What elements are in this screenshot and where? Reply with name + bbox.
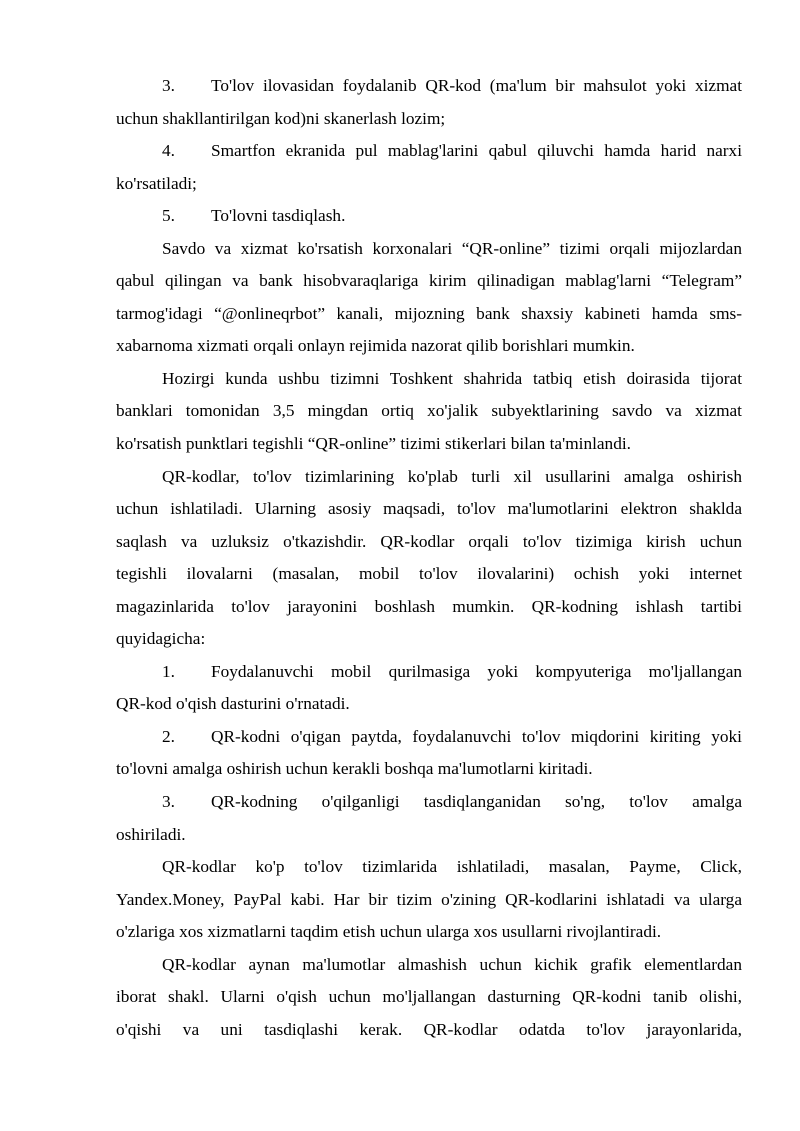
text-line: ko'rsatiladi; — [116, 173, 197, 193]
list-item — [116, 721, 742, 754]
document-body — [116, 70, 742, 1046]
paragraph-first-line: QR-kodlar aynan ma'lumotlar almashish uchun kichik grafik elementlardan — [162, 954, 742, 974]
text-line: xabarnoma xizmati orqali onlayn rejimida nazorat qilib borishlari mumkin. — [116, 336, 635, 356]
list-number: 4. — [162, 141, 175, 161]
text-line: tarmog'idagi “@onlineqrbot” kanali, mijozning bank shaxsiy kabineti hamda sms- — [116, 303, 742, 323]
text-line: To'lovni tasdiqlash. — [211, 206, 346, 226]
text-line: Smartfon ekranida pul mablag'larini qabul qiluvchi hamda harid narxi — [211, 141, 742, 161]
text-line: uchun ishlatiladi. Ularning asosiy maqsadi, to'lov ma'lumotlarini elektron shaklda — [116, 499, 742, 519]
text-line: to'lovni amalga oshirish uchun kerakli boshqa ma'lumotlarni kiritadi. — [116, 759, 593, 779]
list-item — [116, 135, 742, 168]
text-line: saqlash va uzluksiz o'tkazishdir. QR-kodlar orqali to'lov tizimiga kirish uchun — [116, 531, 742, 551]
list-number: 3. — [162, 76, 175, 95]
list-number: 2. — [162, 726, 175, 746]
text-line: QR-kodni o'qigan paytda, foydalanuvchi to'lov miqdorini kiriting yoki — [211, 726, 742, 746]
text-line: Yandex.Money, PayPal kabi. Har bir tizim o'zining QR-kodlarini ishlatadi va ularga — [116, 889, 742, 909]
paragraph-first-line: QR-kodlar ko'p to'lov tizimlarida ishlatiladi, masalan, Payme, Click, — [162, 857, 742, 877]
text-line: magazinlarida to'lov jarayonini boshlash mumkin. QR-kodning ishlash tartibi — [116, 596, 742, 616]
list-item — [116, 70, 742, 103]
list-item — [116, 656, 742, 689]
text-line: qabul qilingan va bank hisobvaraqlariga kirim qilinadigan mablag'larni “Telegram” — [116, 271, 742, 291]
text-line: QR-kodning o'qilganligi tasdiqlanganidan so'ng, to'lov amalga — [211, 792, 742, 812]
text-line: QR-kod o'qish dasturini o'rnatadi. — [116, 694, 350, 714]
text-line: quyidagicha: — [116, 629, 206, 649]
text-line: Foydalanuvchi mobil qurilmasiga yoki kompyuteriga mo'ljallangan — [211, 661, 742, 681]
list-item — [116, 200, 742, 233]
list-number: 5. — [162, 206, 175, 226]
text-line: To'lov ilovasidan foydalanib QR-kod (ma'lum bir mahsulot yoki xizmat — [211, 76, 742, 95]
list-item — [116, 786, 742, 819]
list-number: 3. — [162, 792, 175, 812]
text-line: banklari tomonidan 3,5 mingdan ortiq xo'jalik subyektlarining savdo va xizmat — [116, 401, 742, 421]
text-line: tegishli ilovalarni (masalan, mobil to'lov ilovalarini) ochish yoki internet — [116, 564, 742, 584]
text-line: ko'rsatish punktlari tegishli “QR-online” tizimi stikerlari bilan ta'minlandi. — [116, 434, 631, 454]
paragraph-first-line: Savdo va xizmat ko'rsatish korxonalari “QR-online” tizimi orqali mijozlardan — [162, 238, 742, 258]
text-line: oshiriladi. — [116, 824, 186, 844]
list-number: 1. — [162, 661, 175, 681]
text-line: iborat shakl. Ularni o'qish uchun mo'ljallangan dasturning QR-kodni tanib olishi, — [116, 987, 742, 1007]
text-line: uchun shakllantirilgan kod)ni skanerlash lozim; — [116, 108, 446, 128]
text-line: o'qishi va uni tasdiqlashi kerak. QR-kodlar odatda to'lov jarayonlarida, — [116, 1019, 742, 1039]
paragraph-first-line: Hozirgi kunda ushbu tizimni Toshkent shahrida tatbiq etish doirasida tijorat — [162, 368, 742, 388]
paragraph-first-line: QR-kodlar, to'lov tizimlarining ko'plab turli xil usullarini amalga oshirish — [162, 466, 742, 486]
text-line: o'zlariga xos xizmatlarni taqdim etish uchun ularga xos usullarni rivojlantiradi. — [116, 922, 662, 942]
